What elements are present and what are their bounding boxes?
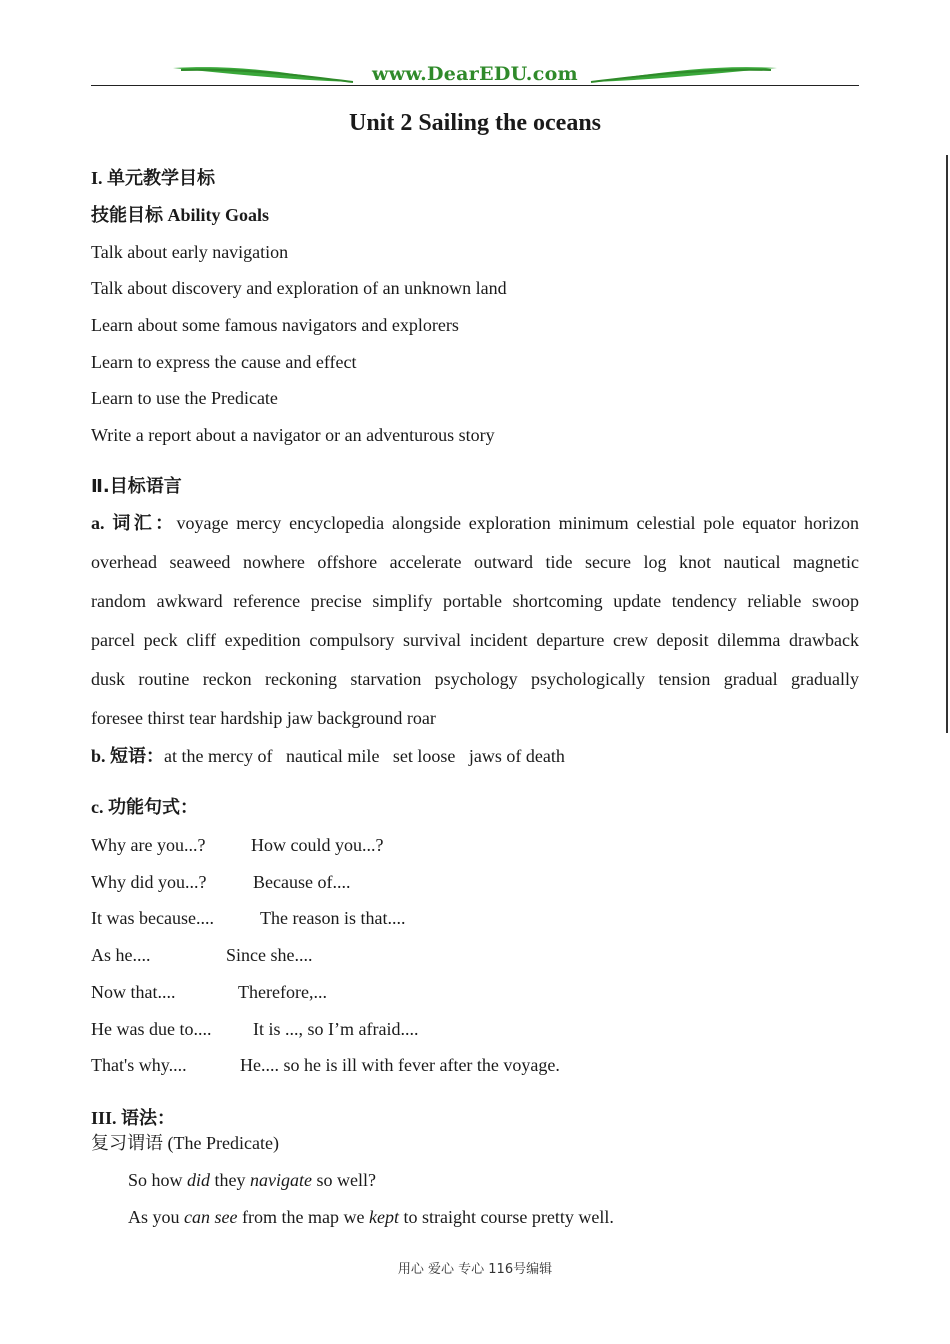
goal-item: Learn about some famous navigators and explorers [91,315,459,335]
goal-item: Learn to express the cause and effect [91,352,357,372]
vocab-line: foresee thirst tear hardship jaw background roar [91,708,436,728]
goal-item: Learn to use the Predicate [91,388,278,408]
brand-logo-text: www.DearEDU.com [372,63,578,85]
function-row: Now that.... Therefore,... [91,982,327,1002]
goal-item: Talk about early navigation [91,242,289,262]
functions-heading: c. 功能句式： [91,797,198,818]
function-row: He was due to.... It is ..., so I’m afraid.... [91,1019,419,1039]
section1-heading: I. 单元教学目标 [91,168,216,189]
section2-heading: Ⅱ.目标语言 [91,476,182,497]
predicate-subheading: 复习谓语 (The Predicate) [91,1133,279,1154]
function-row: As he.... Since she.... [91,945,313,965]
margin-bar [946,155,948,733]
page-title: Unit 2 Sailing the oceans [348,110,602,136]
vocab-line: random awkward reference precise simplify portable shortcoming update tendency reliable swoop [91,591,859,611]
ability-goals-heading: 技能目标 Ability Goals [91,205,270,226]
example-sentence: As you can see from the map we kept to straight course pretty well. [128,1207,614,1227]
phrases-line: b. 短语：at the mercy of nautical mile set loose jaws of death [91,746,565,767]
example-sentence: So how did they navigate so well? [128,1170,376,1190]
header-rule [91,85,859,86]
page-header [91,60,859,90]
vocab-line: overhead seaweed nowhere offshore accelerate outward tide secure log knot nautical magnetic [91,552,859,572]
function-row: It was because.... The reason is that.... [91,908,406,928]
vocab-line: parcel peck cliff expedition compulsory survival incident departure crew deposit dilemma drawback [91,630,859,650]
goal-item: Talk about discovery and exploration of an unknown land [91,278,507,298]
function-row: Why are you...? How could you...? [91,835,384,855]
goal-item: Write a report about a navigator or an adventurous story [91,425,495,445]
vocab-line: dusk routine reckon reckoning starvation psychology psychologically tension gradual gradually [91,669,859,689]
vocab-line: a. 词汇：voyage mercy encyclopedia alongside exploration minimum celestial pole equator horizon [91,513,860,534]
function-row: Why did you...? Because of.... [91,872,351,892]
function-row: That's why.... He.... so he is ill with fever after the voyage. [91,1055,560,1075]
section3-heading: III. 语法： [91,1108,176,1129]
page-footer: 用心 爱心 专心 116号编辑 [397,1262,553,1277]
